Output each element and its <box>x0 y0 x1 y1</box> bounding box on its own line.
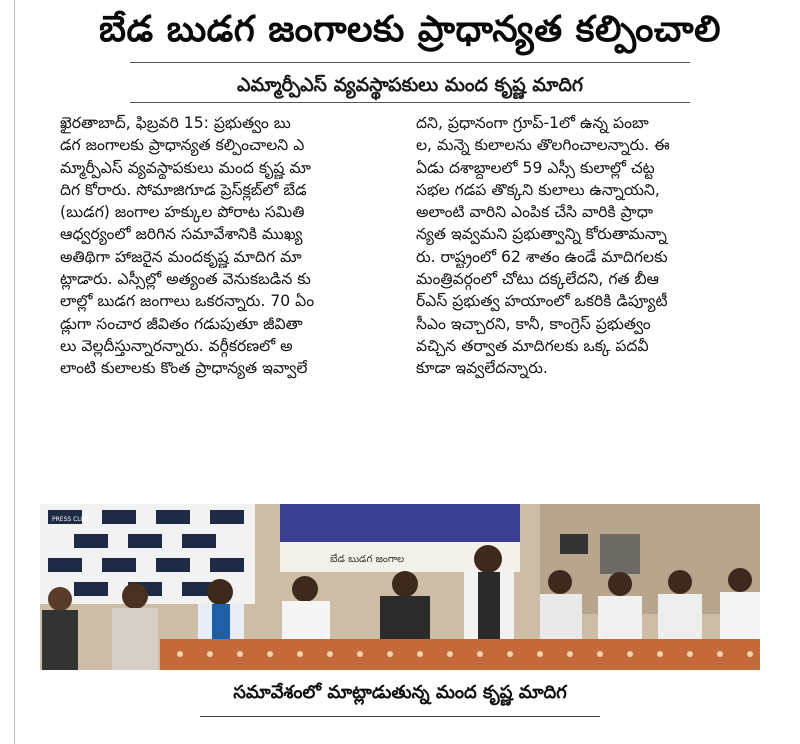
photo-caption: సమావేశంలో మాట్లాడుతున్న మంద కృష్ణ మాదిగ <box>233 682 567 703</box>
subhead-bottom-rule <box>130 102 690 103</box>
page-margin-rule <box>14 0 15 744</box>
body-line: సీఎం ఇచ్చారని, కానీ, కాంగ్రెస్ ప్రభుత్వం <box>416 314 651 333</box>
article-body-right-column <box>416 112 758 380</box>
body-line: వచ్చిన తర్వాత మాదిగలకు ఒక్క పదవీ <box>416 336 649 355</box>
article-headline: బేడ బుడగ జంగాలకు ప్రాధాన్యత కల్పించాలి <box>99 9 721 50</box>
body-line: లాల్లో బుడగ జంగాలు ఒకరన్నారు. 70 ఏం <box>60 292 315 311</box>
subhead-top-rule <box>130 62 690 63</box>
body-line: మంత్రివర్గంలో చోటు దక్కలేదని, గత బీఆ <box>416 270 659 289</box>
body-line: న్యత ఇవ్వమని ప్రభుత్వాన్ని కోరుతామన్నా <box>416 225 667 244</box>
body-line: ఏడు దశాబ్దాలలో 59 ఎస్సీ కులాల్లో చట్ట <box>416 158 655 177</box>
body-line: డ్లుగా సంచార జీవితం గడుపుతూ జీవితా <box>60 314 303 333</box>
body-line: రు. రాష్ట్రంలో 62 శాతం ఉండే మాదిగలకు <box>416 247 668 266</box>
body-line: లు వెల్లదీస్తున్నారన్నారు. వర్గీకరణలో అ <box>60 336 293 355</box>
body-line: ల, మన్నె కులాలను తొలగించాలన్నారు. ఈ <box>416 136 670 155</box>
press-meet-photo-illustration <box>40 504 760 670</box>
body-line: అలాంటి వారిని ఎంపిక చేసి వారికి ప్రాధా <box>416 203 653 222</box>
banner-text: బేడ బుడగ జంగాల <box>330 554 405 565</box>
body-line: ఆధ్వర్యంలో జరిగిన సమావేశానికి ముఖ్య <box>60 225 303 244</box>
body-line: ర్ఎస్ ప్రభుత్వ హయాంలో ఒకరికి డిప్యూటీ <box>416 292 668 311</box>
body-line: డగ జంగాలకు ప్రాధాన్యత కల్పించాలని ఎ <box>60 136 305 155</box>
body-line: లాంటి కులాలకు కొంత ప్రాధాన్యత ఇవ్వాలే <box>60 359 308 378</box>
body-line: ట్లాడారు. ఎస్సీల్లో అత్యంత వెనుకబడిన కు <box>60 270 311 289</box>
caption-rule <box>200 716 600 717</box>
press-meet-photo <box>40 504 760 670</box>
article-subhead: ఎమ్మార్పీఎస్ వ్యవస్థాపకులు మంద కృష్ణ మాదిగ <box>237 74 583 96</box>
body-line: దని, ప్రధానంగా గ్రూప్-1లో ఉన్న పంబా <box>416 114 649 132</box>
body-line: కూడా ఇవ్వలేదన్నారు. <box>416 359 548 378</box>
backdrop-logo-text: PRESS CLUB <box>52 516 89 523</box>
body-line: మ్మార్పీఎస్ వ్యవస్థాపకులు మంద కృష్ణ మా <box>60 158 311 177</box>
body-line: సభల గడప తొక్కని కులాలు ఉన్నాయని, <box>416 180 660 199</box>
body-line: అతిథిగా హాజరైన మందకృష్ణ మాదిగ మా <box>60 247 302 266</box>
body-line: దిగ కోరారు. సోమాజిగూడ ప్రెస్‌క్లబ్‌లో బేడ <box>60 180 307 199</box>
article-body-left-column <box>60 112 400 380</box>
body-line: (బుడగ) జంగాల హక్కుల పోరాట సమితి <box>60 203 305 222</box>
body-line: ఖైరతాబాద్, ఫిబ్రవరి 15: ప్రభుత్వం బు <box>60 114 291 132</box>
